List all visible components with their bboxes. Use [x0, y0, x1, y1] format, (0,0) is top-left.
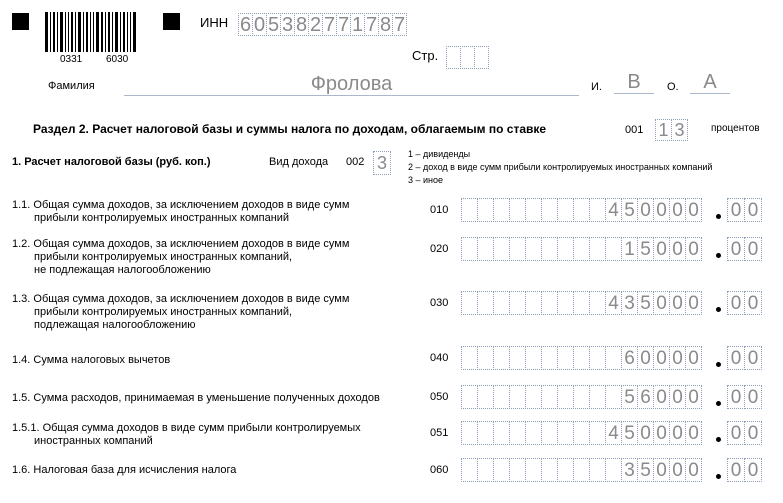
page-digit	[474, 46, 489, 69]
kop-field[interactable]	[727, 198, 761, 222]
rub-digit: 0	[669, 291, 686, 315]
rub-digit	[477, 421, 494, 445]
rub-digit	[525, 198, 542, 222]
rub-digit: 4	[605, 291, 622, 315]
rub-digit	[509, 198, 526, 222]
kop-digit: 0	[727, 198, 745, 222]
rub-digit	[557, 385, 574, 409]
rub-digit	[605, 385, 622, 409]
income-type-code: 002	[346, 156, 365, 168]
corner-marker-left	[12, 13, 29, 30]
kop-field[interactable]	[727, 385, 761, 409]
rub-digit: 5	[621, 421, 638, 445]
rub-digit: 3	[621, 458, 638, 482]
rub-field[interactable]	[461, 291, 701, 315]
rub-digit	[509, 346, 526, 370]
rub-digit	[461, 291, 478, 315]
inn-digit: 7	[365, 13, 378, 36]
kop-field[interactable]	[727, 458, 761, 482]
rub-field[interactable]	[461, 237, 701, 261]
rub-digit: 0	[637, 198, 654, 222]
kop-digit: 0	[727, 458, 745, 482]
rub-digit: 0	[653, 458, 670, 482]
row-label	[12, 293, 349, 332]
rub-digit	[525, 421, 542, 445]
initial-o-label: О.	[667, 81, 679, 93]
row-label	[12, 392, 380, 405]
rub-digit: 0	[669, 421, 686, 445]
rub-digit: 0	[653, 346, 670, 370]
rub-digit	[573, 458, 590, 482]
kop-field[interactable]	[727, 421, 761, 445]
rub-digit: 0	[669, 346, 686, 370]
rub-digit	[477, 198, 494, 222]
rub-digit: 0	[653, 198, 670, 222]
rub-field[interactable]	[461, 198, 701, 222]
inn-digit: 8	[379, 13, 392, 36]
rub-digit	[573, 198, 590, 222]
barcode	[45, 12, 138, 52]
rub-digit	[557, 291, 574, 315]
initial-o-underline	[690, 93, 730, 94]
row-code: 060	[430, 464, 449, 476]
rub-digit: 0	[669, 458, 686, 482]
kop-digit: 0	[727, 421, 745, 445]
decimal-point	[716, 253, 721, 258]
rub-digit	[541, 346, 558, 370]
rub-digit: 0	[685, 237, 702, 261]
surname-underline	[124, 95, 579, 96]
rub-digit	[509, 385, 526, 409]
rub-digit: 0	[685, 198, 702, 222]
section-code: 001	[625, 124, 644, 136]
rub-digit: 5	[637, 291, 654, 315]
inn-label: ИНН	[200, 15, 229, 30]
rub-digit: 0	[669, 237, 686, 261]
row-label-line: прибыли контролируемых иностранных компаний,	[34, 251, 293, 263]
legend-item: 1 – дивиденды	[408, 149, 471, 159]
rub-digit: 0	[653, 237, 670, 261]
inn-digit: 1	[351, 13, 364, 36]
decimal-point	[716, 307, 721, 312]
rub-digit	[541, 385, 558, 409]
rub-digit	[477, 237, 494, 261]
row-label-line: подлежащая налогообложению	[34, 319, 196, 331]
rub-digit	[573, 421, 590, 445]
kop-digit: 0	[744, 385, 762, 409]
rub-digit: 0	[637, 421, 654, 445]
rub-field[interactable]	[461, 346, 701, 370]
rub-digit	[477, 385, 494, 409]
kop-field[interactable]	[727, 346, 761, 370]
kop-digit: 0	[744, 421, 762, 445]
rub-digit	[589, 421, 606, 445]
rub-digit	[589, 237, 606, 261]
rub-digit: 0	[637, 346, 654, 370]
inn-field[interactable]	[238, 13, 406, 36]
rub-digit	[525, 237, 542, 261]
rub-digit	[493, 198, 510, 222]
rub-digit	[461, 421, 478, 445]
rub-digit: 4	[605, 421, 622, 445]
rub-digit: 6	[621, 346, 638, 370]
rub-digit	[493, 291, 510, 315]
rub-digit	[493, 346, 510, 370]
rub-digit: 0	[685, 421, 702, 445]
rub-digit: 0	[685, 346, 702, 370]
initial-o-field[interactable]: А	[703, 71, 717, 93]
income-type-label: Вид дохода	[269, 156, 329, 168]
rub-digit	[541, 237, 558, 261]
page-digit	[446, 46, 461, 69]
rate-digit: 1	[655, 119, 672, 141]
row-label	[12, 199, 349, 225]
kop-digit: 0	[744, 291, 762, 315]
corner-marker-right	[163, 13, 180, 30]
rub-digit: 0	[653, 421, 670, 445]
kop-digit: 0	[744, 346, 762, 370]
row-label	[12, 238, 349, 277]
surname-field[interactable]: Фролова	[310, 73, 393, 95]
rub-digit: 0	[669, 198, 686, 222]
rub-digit	[541, 421, 558, 445]
income-type-digit: 3	[373, 151, 391, 175]
rub-digit	[493, 421, 510, 445]
inn-digit: 2	[309, 13, 322, 36]
row-code: 051	[430, 427, 449, 439]
decimal-point	[716, 362, 721, 367]
tax-rate-field[interactable]	[655, 119, 687, 141]
rub-digit	[461, 237, 478, 261]
rub-digit: 3	[621, 291, 638, 315]
rub-digit	[493, 237, 510, 261]
row-label-line: 1.1. Общая сумма доходов, за исключением доходов в виде сумм	[12, 199, 350, 211]
row-label	[12, 464, 236, 477]
inn-digit: 7	[323, 13, 336, 36]
rub-digit	[589, 346, 606, 370]
row-label-line: 1.3. Общая сумма доходов, за исключением доходов в виде сумм	[12, 293, 350, 305]
rub-digit	[557, 237, 574, 261]
rub-digit	[509, 291, 526, 315]
row-label-line: 1.2. Общая сумма доходов, за исключением доходов в виде сумм	[12, 238, 350, 250]
rub-digit	[573, 237, 590, 261]
rub-digit: 0	[653, 385, 670, 409]
rub-digit: 0	[685, 385, 702, 409]
row-code: 030	[430, 297, 449, 309]
row-label-line: 1.5. Сумма расходов, принимаемая в уменьшение полученных доходов	[12, 392, 380, 404]
inn-digit: 0	[253, 13, 266, 36]
inn-digit: 6	[239, 13, 252, 36]
decimal-point	[716, 401, 721, 406]
rub-digit: 0	[685, 291, 702, 315]
decimal-point	[716, 474, 721, 479]
rub-digit	[493, 458, 510, 482]
row-label-line: иностранных компаний	[34, 435, 153, 447]
legend-item: 2 – доход в виде сумм прибыли контролируемых иностранных компаний	[408, 162, 713, 172]
rub-digit	[493, 385, 510, 409]
rub-digit	[605, 346, 622, 370]
rub-digit	[477, 291, 494, 315]
row-code: 010	[430, 204, 449, 216]
rub-digit	[589, 198, 606, 222]
inn-digit: 7	[337, 13, 350, 36]
kop-digit: 0	[744, 237, 762, 261]
rub-digit	[509, 458, 526, 482]
income-type-field[interactable]	[373, 151, 390, 175]
inn-digit: 5	[267, 13, 280, 36]
inn-digit: 7	[393, 13, 406, 36]
rub-digit	[477, 458, 494, 482]
rub-digit: 5	[637, 458, 654, 482]
rub-digit	[509, 237, 526, 261]
barcode-number-left: 0331	[60, 54, 83, 65]
rub-digit: 4	[605, 198, 622, 222]
page-label: Стр.	[412, 48, 439, 63]
kop-digit: 0	[727, 237, 745, 261]
rub-digit	[557, 458, 574, 482]
inn-digit: 8	[295, 13, 308, 36]
subsection-title: 1. Расчет налоговой базы (руб. коп.)	[12, 156, 211, 168]
rub-digit: 0	[685, 458, 702, 482]
rub-digit	[525, 291, 542, 315]
rub-digit: 5	[637, 237, 654, 261]
kop-digit: 0	[727, 346, 745, 370]
row-label	[12, 354, 170, 367]
income-type-legend	[408, 148, 712, 187]
rub-digit	[541, 291, 558, 315]
row-code: 040	[430, 352, 449, 364]
decimal-point	[716, 214, 721, 219]
rub-digit	[573, 385, 590, 409]
rub-digit	[461, 458, 478, 482]
page-number-field[interactable]	[446, 46, 488, 69]
kop-digit: 0	[744, 198, 762, 222]
rub-digit	[605, 458, 622, 482]
surname-label: Фамилия	[48, 80, 95, 92]
rub-digit	[477, 346, 494, 370]
row-label-line: 1.5.1. Общая сумма доходов в виде сумм прибыли контролируемых	[12, 422, 361, 434]
rub-digit	[525, 385, 542, 409]
rub-digit	[573, 346, 590, 370]
rub-digit: 1	[621, 237, 638, 261]
rub-digit: 0	[669, 385, 686, 409]
rub-digit	[525, 458, 542, 482]
rub-digit	[461, 346, 478, 370]
inn-digit: 3	[281, 13, 294, 36]
decimal-point	[716, 437, 721, 442]
rub-digit: 6	[637, 385, 654, 409]
rub-digit	[605, 237, 622, 261]
rub-digit	[509, 421, 526, 445]
barcode-number-right: 6030	[106, 54, 129, 65]
section-title: Раздел 2. Расчет налоговой базы и суммы налога по доходам, облагаемым по ставке	[33, 122, 547, 136]
row-label-line: прибыли контролируемых иностранных компаний	[34, 212, 290, 224]
row-label-line: не подлежащая налогообложению	[34, 264, 211, 276]
kop-field[interactable]	[727, 291, 761, 315]
rub-field[interactable]	[461, 421, 701, 445]
rub-field[interactable]	[461, 385, 701, 409]
kop-digit: 0	[727, 385, 745, 409]
rub-digit	[557, 346, 574, 370]
rub-digit	[461, 198, 478, 222]
rub-digit	[541, 458, 558, 482]
initial-i-field[interactable]: В	[627, 71, 641, 93]
row-label-line: 1.4. Сумма налоговых вычетов	[12, 354, 171, 366]
rub-digit	[573, 291, 590, 315]
row-label	[12, 422, 361, 448]
rub-digit	[589, 458, 606, 482]
rub-digit: 0	[653, 291, 670, 315]
row-code: 050	[430, 391, 449, 403]
rub-digit	[525, 346, 542, 370]
rub-digit	[589, 385, 606, 409]
rub-digit	[557, 421, 574, 445]
initial-i-label: И.	[591, 81, 602, 93]
rub-digit	[461, 385, 478, 409]
rub-digit	[589, 291, 606, 315]
rub-digit: 5	[621, 198, 638, 222]
rub-digit: 5	[621, 385, 638, 409]
rub-field[interactable]	[461, 458, 701, 482]
row-label-line: 1.6. Налоговая база для исчисления налога	[12, 464, 237, 476]
kop-digit: 0	[744, 458, 762, 482]
page-digit	[460, 46, 475, 69]
row-code: 020	[430, 243, 449, 255]
kop-field[interactable]	[727, 237, 761, 261]
rub-digit	[541, 198, 558, 222]
kop-digit: 0	[727, 291, 745, 315]
row-label-line: прибыли контролируемых иностранных компаний,	[34, 306, 293, 318]
rate-suffix: процентов	[711, 123, 760, 134]
initial-i-underline	[614, 93, 654, 94]
legend-item: 3 – иное	[408, 175, 444, 185]
rub-digit	[557, 198, 574, 222]
rate-digit: 3	[671, 119, 688, 141]
